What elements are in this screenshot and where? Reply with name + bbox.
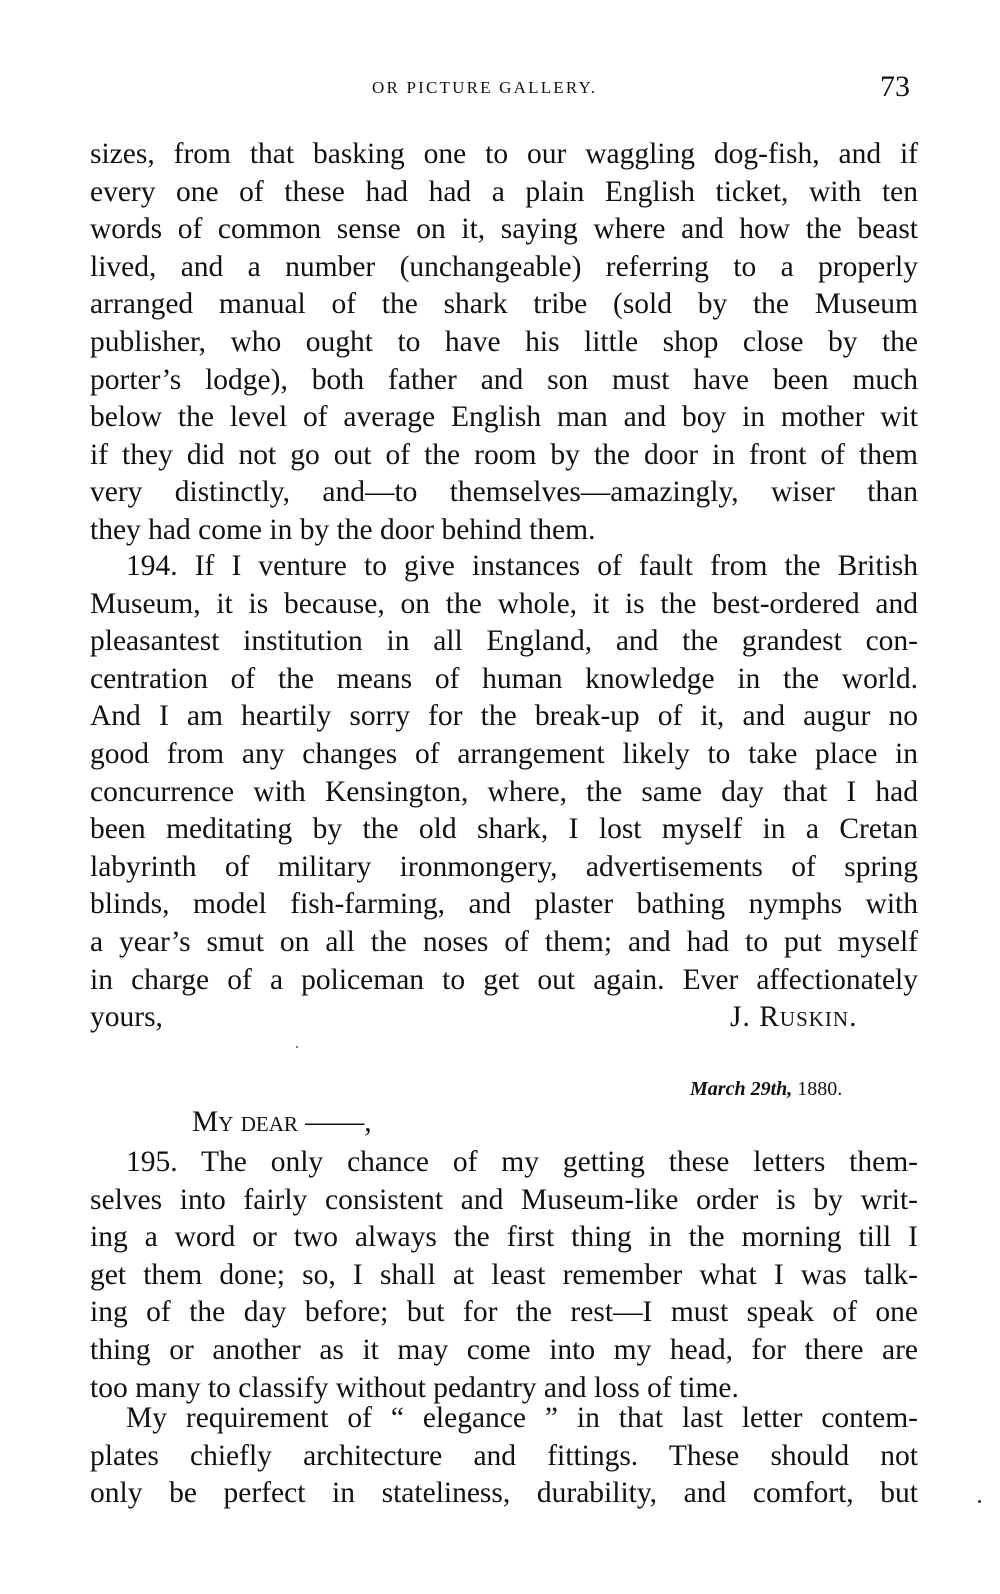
salutation: My dear ——, [192,1106,372,1138]
text-line: ing a word or two always the first thing in the morning till I [90,1221,918,1254]
text-line: below the level of average English man and boy in mother wit [90,401,918,434]
text-line: Museum, it is because, on the whole, it is the best-ordered and [90,587,918,620]
paragraph-continued [90,136,918,550]
text-line: centration of the means of human knowledge in the world. [90,662,918,695]
date-year: 1880. [797,1078,843,1100]
closing-yours: yours, [90,1001,163,1034]
text-line: been meditating by the old shark, I lost myself in a Cretan [90,813,918,846]
text-line: porter’s lodge), both father and son must have been much [90,363,918,396]
running-title: OR PICTURE GALLERY. [372,78,598,97]
text-line: My requirement of “ elegance ” in that last letter contem- [126,1402,918,1434]
text-line: blinds, model fish-farming, and plaster bathing nymphs with [90,888,918,921]
running-head [0,72,1000,112]
text-line: sizes, from that basking one to our waggling dog-fish, and if [90,138,918,170]
text-line: concurrence with Kensington, where, the same day that I had [90,775,918,808]
text-line: too many to classify without pedantry and loss of time. [90,1371,739,1404]
signature: J. Ruskin. [730,1001,858,1034]
closing-line [90,999,918,1037]
text-line: a year’s smut on all the noses of them; and had to put myself [90,925,918,958]
text-line: 195. The only chance of my getting these letters them- [126,1146,918,1178]
text-line: publisher, who ought to have his little shop close by the [90,325,918,358]
text-line: arranged manual of the shark tribe (sold by the Museum [90,288,918,321]
text-line: words of common sense on it, saying where and how the beast [90,213,918,246]
paragraph-195 [90,1144,918,1407]
text-line: plates chiefly architecture and fittings. These should not [90,1439,918,1472]
text-line: every one of these had had a plain English ticket, with ten [90,175,918,208]
paragraph-requirement [90,1400,918,1513]
text-line: if they did not go out of the room by the door in front of them [90,438,918,471]
text-line: they had come in by the door behind them. [90,513,596,546]
letter-date [690,1078,842,1101]
print-speck [296,1046,298,1048]
text-line: ing of the day before; but for the rest—I must speak of one [90,1296,918,1329]
paragraph-194 [90,548,918,1037]
text-line: get them done; so, I shall at least remember what I was talk- [90,1258,918,1291]
text-line: 194. If I venture to give instances of fault from the British [126,550,918,582]
page-number: 73 [880,70,910,103]
text-line: labyrinth of military ironmongery, advertisements of spring [90,850,918,883]
date-month-day: March 29th, [690,1078,793,1100]
text-line: very distinctly, and—to themselves—amazingly, wiser than [90,476,918,509]
text-line: pleasantest institution in all England, and the grandest con- [90,625,918,658]
print-speck [978,1500,981,1503]
text-line: only be perfect in stateliness, durability, and comfort, but [90,1477,918,1510]
text-line: thing or another as it may come into my head, for there are [90,1333,918,1366]
text-line: lived, and a number (unchangeable) referring to a properly [90,250,918,283]
text-line: selves into fairly consistent and Museum-like order is by writ- [90,1183,918,1216]
text-line: And I am heartily sorry for the break-up of it, and augur no [90,700,918,733]
text-line: good from any changes of arrangement likely to take place in [90,737,918,770]
text-line: in charge of a policeman to get out again. Ever affectionately [90,963,918,996]
